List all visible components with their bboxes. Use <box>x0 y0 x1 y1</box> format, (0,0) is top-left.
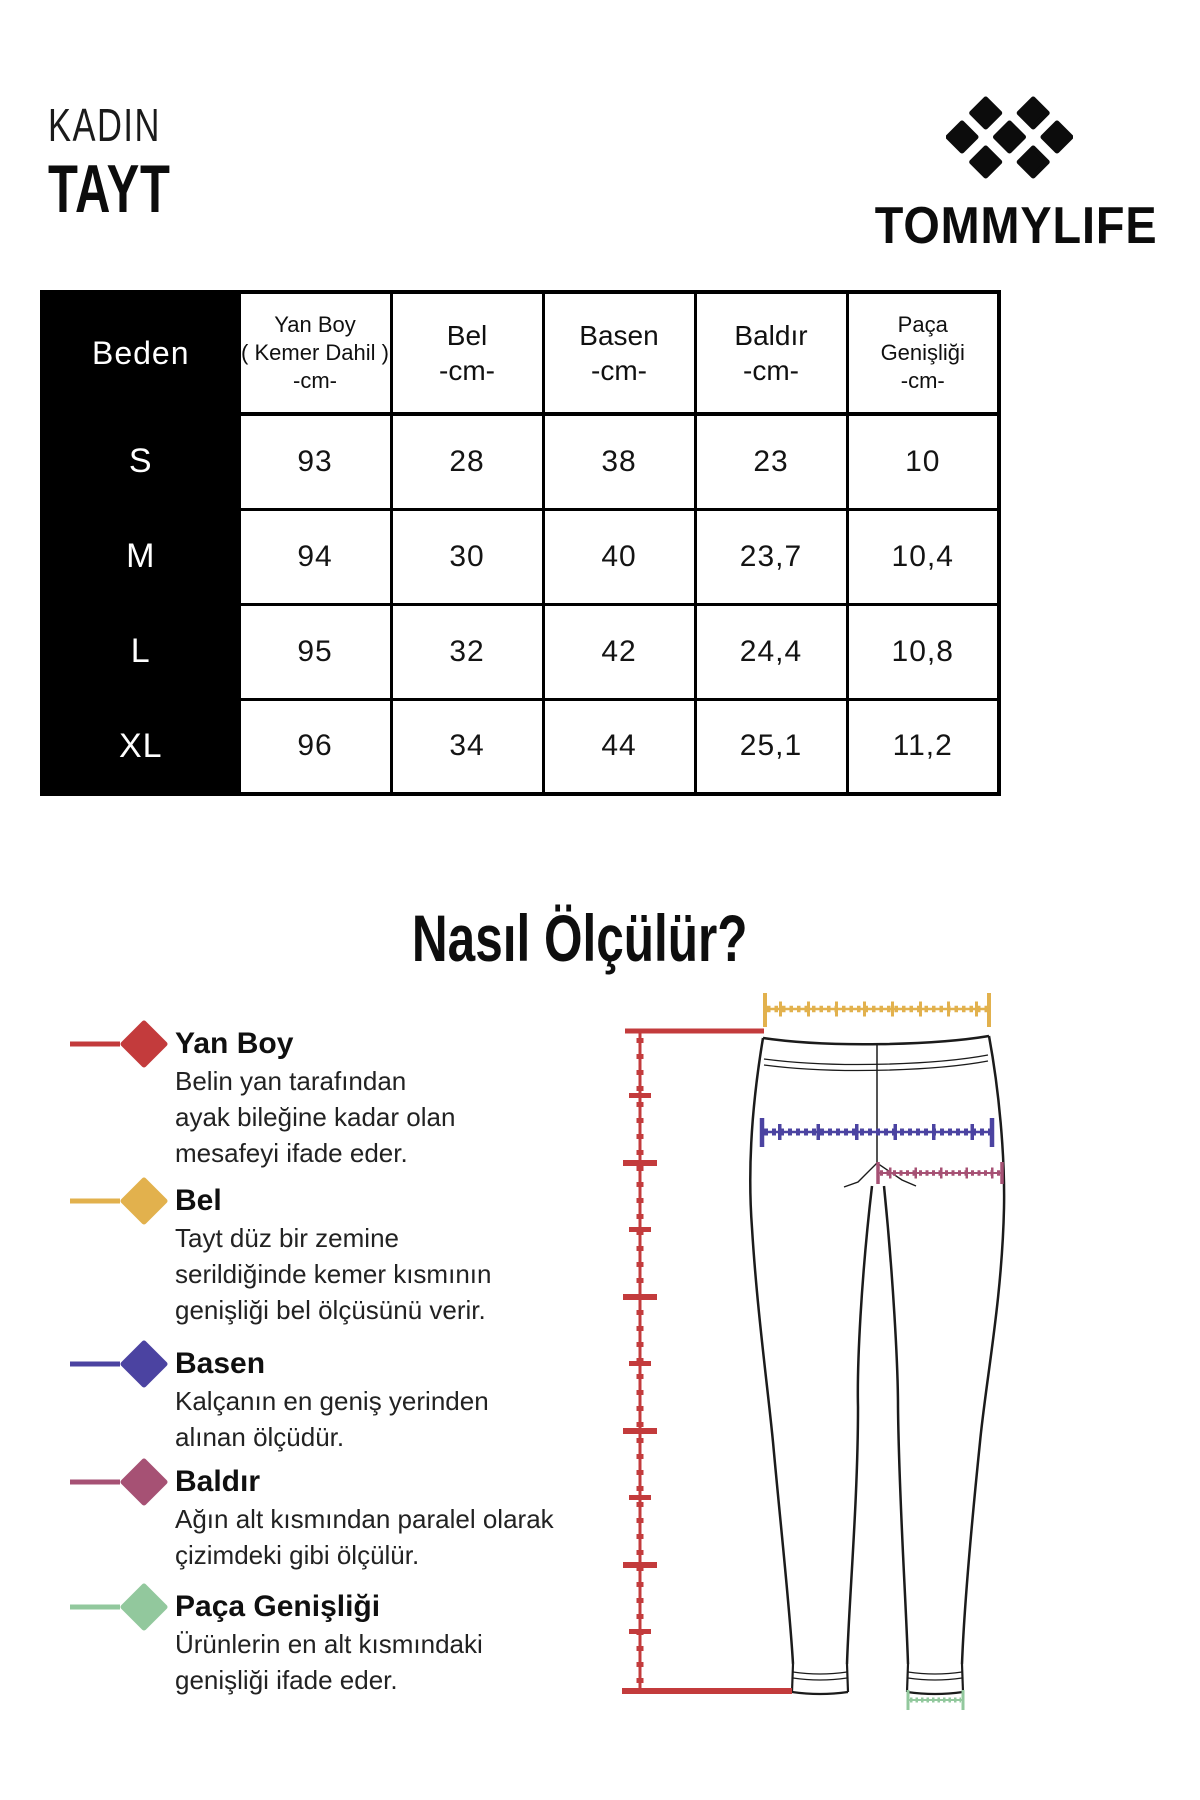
value-cell: 34 <box>391 699 543 794</box>
value-cell: 25,1 <box>695 699 847 794</box>
value-cell: 38 <box>543 414 695 509</box>
legend-description: Tayt düz bir zemine serildiğinde kemer kısmının genişliği bel ölçüsünü verir. <box>175 1223 492 1325</box>
brand-name: TOMMYLIFE <box>874 197 1158 255</box>
legend-label: Baldır <box>175 1465 261 1498</box>
legend-item-baldir <box>60 1463 554 1573</box>
how-to-measure-title: Nasıl Ölçülür? <box>412 901 748 975</box>
yan-boy-diamond-icon <box>68 1020 168 1068</box>
size-cell: S <box>42 414 239 509</box>
size-cell: L <box>42 604 239 699</box>
baldir-diamond-icon <box>68 1458 168 1506</box>
value-cell: 23 <box>695 414 847 509</box>
column-header-paca: Paça Genişliği -cm- <box>847 292 999 414</box>
value-cell: 24,4 <box>695 604 847 699</box>
column-header-size: Beden <box>42 292 239 414</box>
legend-description: Belin yan tarafından ayak bileğine kadar olan mesafeyi ifade eder. <box>175 1066 456 1168</box>
legend-item-bel <box>60 1182 500 1328</box>
size-cell: XL <box>42 699 239 794</box>
table-row <box>42 509 999 604</box>
column-header-basen: Basen -cm- <box>543 292 695 414</box>
paca-genisligi-diamond-icon <box>68 1583 168 1631</box>
legend-description: Kalçanın en geniş yerinden alınan ölçüdür. <box>175 1386 489 1452</box>
value-cell: 93 <box>239 414 391 509</box>
legend-label: Yan Boy <box>175 1027 294 1060</box>
value-cell: 96 <box>239 699 391 794</box>
bel-diamond-icon <box>68 1177 168 1225</box>
legend-item-basen <box>60 1345 500 1455</box>
brand-diamonds-icon <box>946 95 1073 182</box>
value-cell: 23,7 <box>695 509 847 604</box>
column-header-bel: Bel -cm- <box>391 292 543 414</box>
table-header-row <box>42 292 999 414</box>
value-cell: 10,8 <box>847 604 999 699</box>
value-cell: 40 <box>543 509 695 604</box>
leggings-diagram <box>540 960 1100 1760</box>
product-title: TAYT <box>48 151 171 227</box>
value-cell: 95 <box>239 604 391 699</box>
value-cell: 44 <box>543 699 695 794</box>
table-row <box>42 604 999 699</box>
brand-logo <box>859 95 1159 256</box>
value-cell: 42 <box>543 604 695 699</box>
value-cell: 11,2 <box>847 699 999 794</box>
column-header-baldir: Baldır -cm- <box>695 292 847 414</box>
column-header-yan-boy: Yan Boy ( Kemer Dahil ) -cm- <box>239 292 391 414</box>
legend-label: Basen <box>175 1347 266 1380</box>
value-cell: 10 <box>847 414 999 509</box>
table-row <box>42 699 999 794</box>
value-cell: 32 <box>391 604 543 699</box>
size-cell: M <box>42 509 239 604</box>
size-table <box>40 290 1001 796</box>
category-title: KADIN <box>48 99 161 151</box>
table-row <box>42 414 999 509</box>
legend-item-yan-boy <box>60 1025 500 1171</box>
legend-description: Ağın alt kısmından paralel olarak çizimdeki gibi ölçülür. <box>175 1504 554 1570</box>
value-cell: 28 <box>391 414 543 509</box>
legend-description: Ürünlerin en alt kısmındaki genişliği ifade eder. <box>175 1629 483 1695</box>
basen-diamond-icon <box>68 1340 168 1388</box>
legend-label: Paça Genişliği <box>175 1590 381 1623</box>
value-cell: 10,4 <box>847 509 999 604</box>
legend-label: Bel <box>175 1184 222 1217</box>
value-cell: 30 <box>391 509 543 604</box>
bel-ruler <box>765 993 989 1027</box>
baldir-ruler <box>878 1162 1002 1184</box>
legend-item-paca-genisligi <box>60 1588 500 1698</box>
value-cell: 94 <box>239 509 391 604</box>
